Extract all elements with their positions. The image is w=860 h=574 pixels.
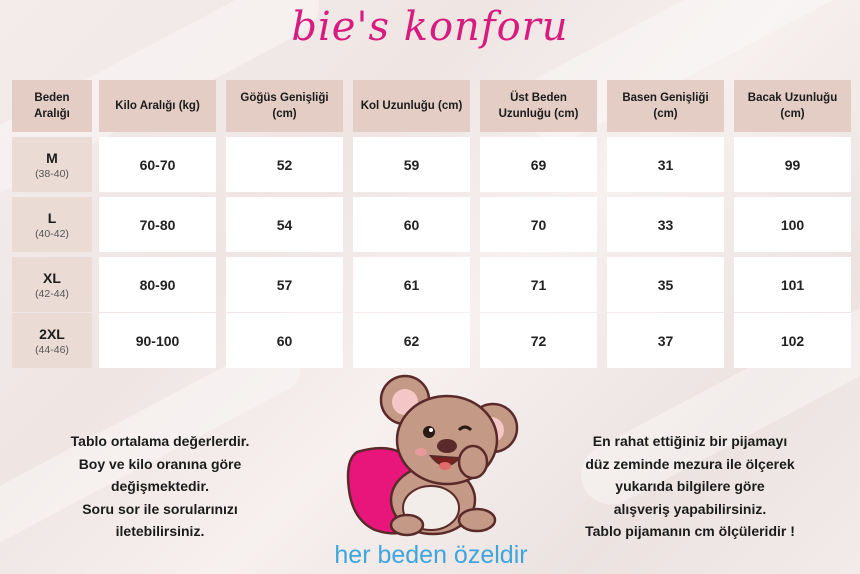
table-cell: 60-70 <box>99 137 216 192</box>
table-cell: 54 <box>226 197 343 252</box>
size-range: (38-40) <box>35 167 69 180</box>
tagline: her beden özeldir <box>334 541 528 569</box>
table-cell: 69 <box>480 137 597 192</box>
size-range: (42-44) <box>35 287 69 300</box>
column-header: Kilo Aralığı (kg) <box>99 80 216 132</box>
table-cell: 99 <box>734 137 851 192</box>
table-cell: 37 <box>607 313 724 368</box>
table-cell: 52 <box>226 137 343 192</box>
note-right <box>545 430 835 543</box>
table-cell: 70-80 <box>99 197 216 252</box>
table-cell: 57 <box>226 257 343 312</box>
table-cell: 61 <box>353 257 470 312</box>
note-line: Tablo ortalama değerlerdir. <box>70 433 250 449</box>
table-cell: 35 <box>607 257 724 312</box>
column-header: Bacak Uzunluğu (cm) <box>734 80 851 132</box>
table-cell: 31 <box>607 137 724 192</box>
table-cell: 101 <box>734 257 851 312</box>
size-label <box>12 257 92 312</box>
table-cell: 102 <box>734 313 851 368</box>
note-line: Soru sor ile sorularınızı <box>82 500 238 517</box>
table-cell: 71 <box>480 257 597 312</box>
size-name: XL <box>43 269 61 286</box>
koala-illustration <box>335 370 535 545</box>
table-cell: 62 <box>353 313 470 368</box>
size-label <box>12 137 92 192</box>
note-line: yukarıda bilgilere göre <box>615 478 765 494</box>
table-cell: 60 <box>353 197 470 252</box>
size-name: M <box>46 149 58 166</box>
table-cell: 72 <box>480 313 597 368</box>
note-line: En rahat ettiğiniz bir pijamayı <box>592 433 788 449</box>
column-header: Basen Genişliği (cm) <box>607 80 724 132</box>
page-title: bie's konforu <box>291 4 569 50</box>
note-line: iletebilirsiniz. <box>115 523 205 539</box>
column-header: Üst Beden Uzunluğu (cm) <box>480 80 597 132</box>
column-header: Kol Uzunluğu (cm) <box>353 80 470 132</box>
table-cell: 59 <box>353 137 470 192</box>
table-cell: 90-100 <box>99 313 216 368</box>
table-cell: 80-90 <box>99 257 216 312</box>
note-line: alışveriş yapabilirsiniz. <box>613 500 767 517</box>
table-cell: 100 <box>734 197 851 252</box>
note-line: değişmektedir. <box>110 478 210 494</box>
table-cell: 70 <box>480 197 597 252</box>
note-line: Boy ve kilo oranına göre <box>78 455 242 472</box>
size-name: 2XL <box>39 325 65 342</box>
column-header: Göğüs Genişliği (cm) <box>226 80 343 132</box>
size-range: (44-46) <box>35 343 69 356</box>
size-name: L <box>47 209 57 226</box>
size-label <box>12 197 92 252</box>
size-label <box>12 313 92 368</box>
note-line: Tablo pijamanın cm ölçüleridir ! <box>585 523 795 539</box>
column-header: Beden Aralığı <box>12 80 92 132</box>
size-range: (40-42) <box>35 227 69 240</box>
table-cell: 60 <box>226 313 343 368</box>
note-line: düz zeminde mezura ile ölçerek <box>585 455 795 472</box>
table-cell: 33 <box>607 197 724 252</box>
note-left <box>20 430 300 543</box>
